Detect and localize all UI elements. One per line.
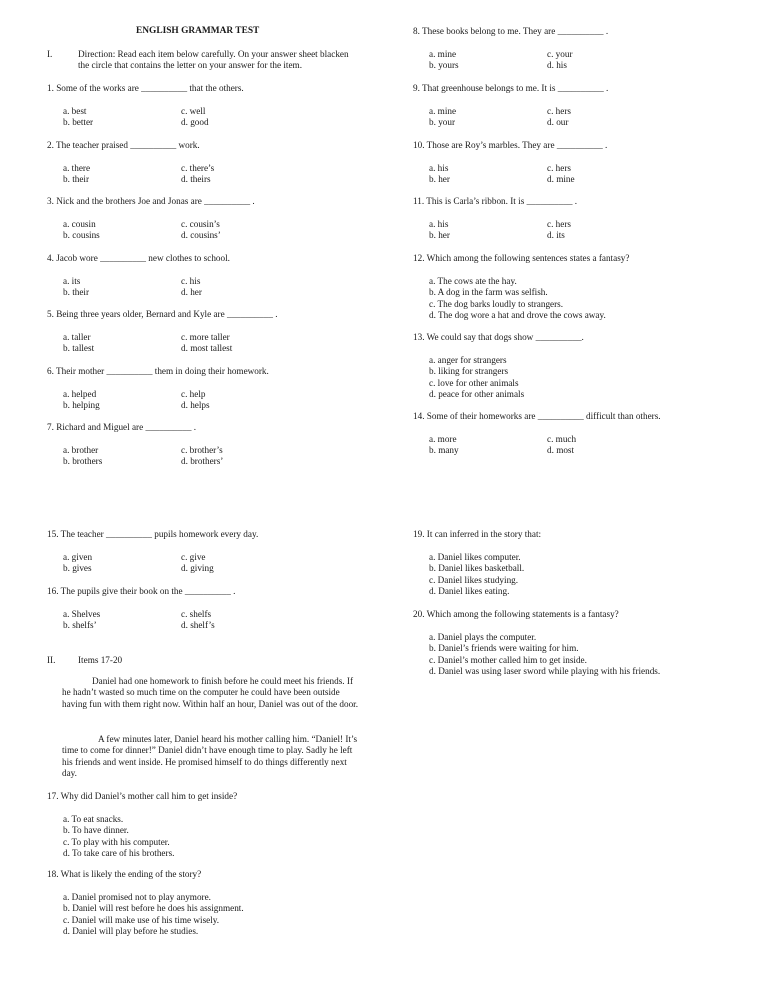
option-b: b. A dog in the farm was selfish.	[429, 287, 548, 298]
option-d: d. theirs	[181, 174, 211, 184]
question-text: 10. Those are Roy’s marbles. They are __________ .	[413, 140, 608, 150]
option-d: d. most tallest	[181, 343, 233, 353]
question-text: 12. Which among the following sentences states a fantasy?	[413, 253, 630, 263]
option-d: d. her	[181, 287, 202, 297]
option-b: b. liking for strangers	[429, 366, 509, 377]
option-c: c. To play with his computer.	[63, 836, 170, 847]
option-d: d. cousins’	[181, 230, 221, 240]
option-b: b. Daniel’s friends were waiting for him.	[429, 643, 579, 654]
option-d: d. most	[547, 445, 575, 455]
option-d: d. To take care of his brothers.	[63, 848, 175, 859]
option-a: a. there	[63, 163, 91, 173]
question-text: 11. This is Carla’s ribbon. It is __________ .	[413, 196, 578, 206]
option-c: c. The dog barks loudly to strangers.	[429, 298, 564, 309]
option-b: b. gives	[63, 563, 92, 573]
option-b: b. cousins	[63, 230, 100, 240]
question-text: 19. It can inferred in the story that:	[413, 529, 542, 539]
question-text: 9. That greenhouse belongs to me. It is __________ .	[413, 83, 609, 93]
option-d: d. peace for other animals	[429, 389, 525, 400]
direction-text-line2: the circle that contains the letter on your answer for the item.	[78, 60, 302, 70]
option-b: b. Daniel will rest before he does his assignment.	[63, 903, 244, 914]
option-b: b. To have dinner.	[63, 825, 129, 836]
option-d: d. his	[547, 60, 567, 70]
option-a: a. brother	[63, 445, 99, 455]
option-a: a. Daniel likes computer.	[429, 552, 521, 562]
option-c: c. there’s	[181, 163, 215, 173]
option-b: b. many	[429, 445, 459, 455]
option-d: d. our	[547, 117, 569, 127]
option-a: a. given	[63, 552, 93, 562]
question-text: 8. These books belong to me. They are __________ .	[413, 26, 609, 36]
question-text: 7. Richard and Miguel are __________ .	[47, 422, 197, 432]
option-b: b. shelfs’	[63, 620, 97, 630]
question-text: 14. Some of their homeworks are __________ difficult than others.	[413, 411, 661, 421]
question-text: 4. Jacob wore __________ new clothes to school.	[47, 253, 230, 263]
option-d: d. its	[547, 230, 565, 240]
page-title: ENGLISH GRAMMAR TEST	[136, 26, 260, 36]
question-text: 5. Being three years older, Bernard and Kyle are __________ .	[47, 309, 278, 319]
question-text: 16. The pupils give their book on the __________ .	[47, 586, 236, 596]
option-b: b. Daniel likes basketball.	[429, 563, 525, 574]
question-text: 3. Nick and the brothers Joe and Jonas are __________ .	[47, 196, 255, 206]
option-b: b. brothers	[63, 456, 103, 466]
option-d: d. shelf’s	[181, 620, 215, 630]
option-a: a. mine	[429, 106, 457, 116]
option-b: b. their	[63, 287, 90, 297]
section-numeral: I.	[47, 49, 53, 59]
option-d: d. brothers’	[181, 456, 224, 466]
option-a: a. its	[63, 276, 81, 286]
option-c: c. your	[547, 49, 573, 59]
option-d: d. giving	[181, 563, 214, 573]
option-b: b. helping	[63, 400, 100, 410]
option-c: c. Daniel will make use of his time wisely.	[63, 914, 220, 925]
option-c: c. well	[181, 106, 206, 116]
option-c: c. help	[181, 389, 206, 399]
option-c: c. hers	[547, 219, 571, 229]
question-text: 20. Which among the following statements is a fantasy?	[413, 609, 619, 619]
option-d: d. Daniel was using laser sword while playing with his friends.	[429, 666, 661, 677]
option-c: c. more taller	[181, 332, 230, 342]
option-a: a. cousin	[63, 219, 96, 229]
option-d: d. mine	[547, 174, 575, 184]
option-a: a. helped	[63, 389, 97, 399]
option-a: a. more	[429, 434, 457, 444]
option-c: c. his	[181, 276, 201, 286]
question-text: 1. Some of the works are __________ that the others.	[47, 83, 244, 93]
option-a: a. To eat snacks.	[63, 814, 124, 824]
question-text: 13. We could say that dogs show __________.	[413, 332, 584, 342]
section-numeral: II.	[47, 655, 56, 665]
option-a: a. The cows ate the hay.	[429, 276, 517, 286]
option-c: c. hers	[547, 106, 571, 116]
option-d: d. helps	[181, 400, 210, 410]
question-text: 15. The teacher __________ pupils homework every day.	[47, 529, 259, 539]
option-b: b. their	[63, 174, 90, 184]
story-paragraph: A few minutes later, Daniel heard his mother calling him. “Daniel! It’s time to come for dinner!” Daniel didn’t have enough time to play. Sadly he left his friends and went inside. He promised himself to do things differently next day.	[62, 734, 358, 779]
option-a: a. taller	[63, 332, 91, 342]
option-b: b. yours	[429, 60, 459, 70]
option-c: c. brother’s	[181, 445, 223, 455]
option-d: d. Daniel likes eating.	[429, 586, 510, 597]
question-text: 2. The teacher praised __________ work.	[47, 140, 200, 150]
option-a: a. best	[63, 106, 87, 116]
option-a: a. mine	[429, 49, 457, 59]
option-a: a. Daniel plays the computer.	[429, 632, 537, 642]
option-a: a. his	[429, 219, 449, 229]
option-c: c. give	[181, 552, 206, 562]
option-b: b. her	[429, 174, 450, 184]
section-label: Items 17-20	[78, 655, 123, 665]
option-c: c. Daniel’s mother called him to get inside.	[429, 654, 587, 665]
question-text: 17. Why did Daniel’s mother call him to get inside?	[47, 791, 238, 801]
option-c: c. shelfs	[181, 609, 212, 619]
option-c: c. love for other animals	[429, 377, 519, 388]
option-b: b. your	[429, 117, 456, 127]
option-a: a. his	[429, 163, 449, 173]
option-b: b. her	[429, 230, 450, 240]
story-paragraph: Daniel had one homework to finish before he could meet his friends. If he hadn’t wasted so much time on the computer he could have been outside having fun with them right now. Within half an hour, Daniel was out of the door.	[62, 676, 359, 709]
option-d: d. The dog wore a hat and drove the cows away.	[429, 310, 606, 321]
option-a: a. Daniel promised not to play anymore.	[63, 892, 211, 902]
option-c: c. cousin’s	[181, 219, 220, 229]
option-b: b. tallest	[63, 343, 95, 353]
question-text: 18. What is likely the ending of the story?	[47, 869, 202, 879]
option-a: a. Shelves	[63, 609, 101, 619]
option-c: c. hers	[547, 163, 571, 173]
option-d: d. good	[181, 117, 209, 127]
option-b: b. better	[63, 117, 94, 127]
option-a: a. anger for strangers	[429, 355, 507, 365]
option-c: c. much	[547, 434, 577, 444]
option-c: c. Daniel likes studying.	[429, 574, 519, 585]
question-text: 6. Their mother __________ them in doing their homework.	[47, 366, 269, 376]
direction-text-line1: Direction: Read each item below carefully. On your answer sheet blacken	[78, 49, 349, 59]
option-d: d. Daniel will play before he studies.	[63, 926, 199, 937]
